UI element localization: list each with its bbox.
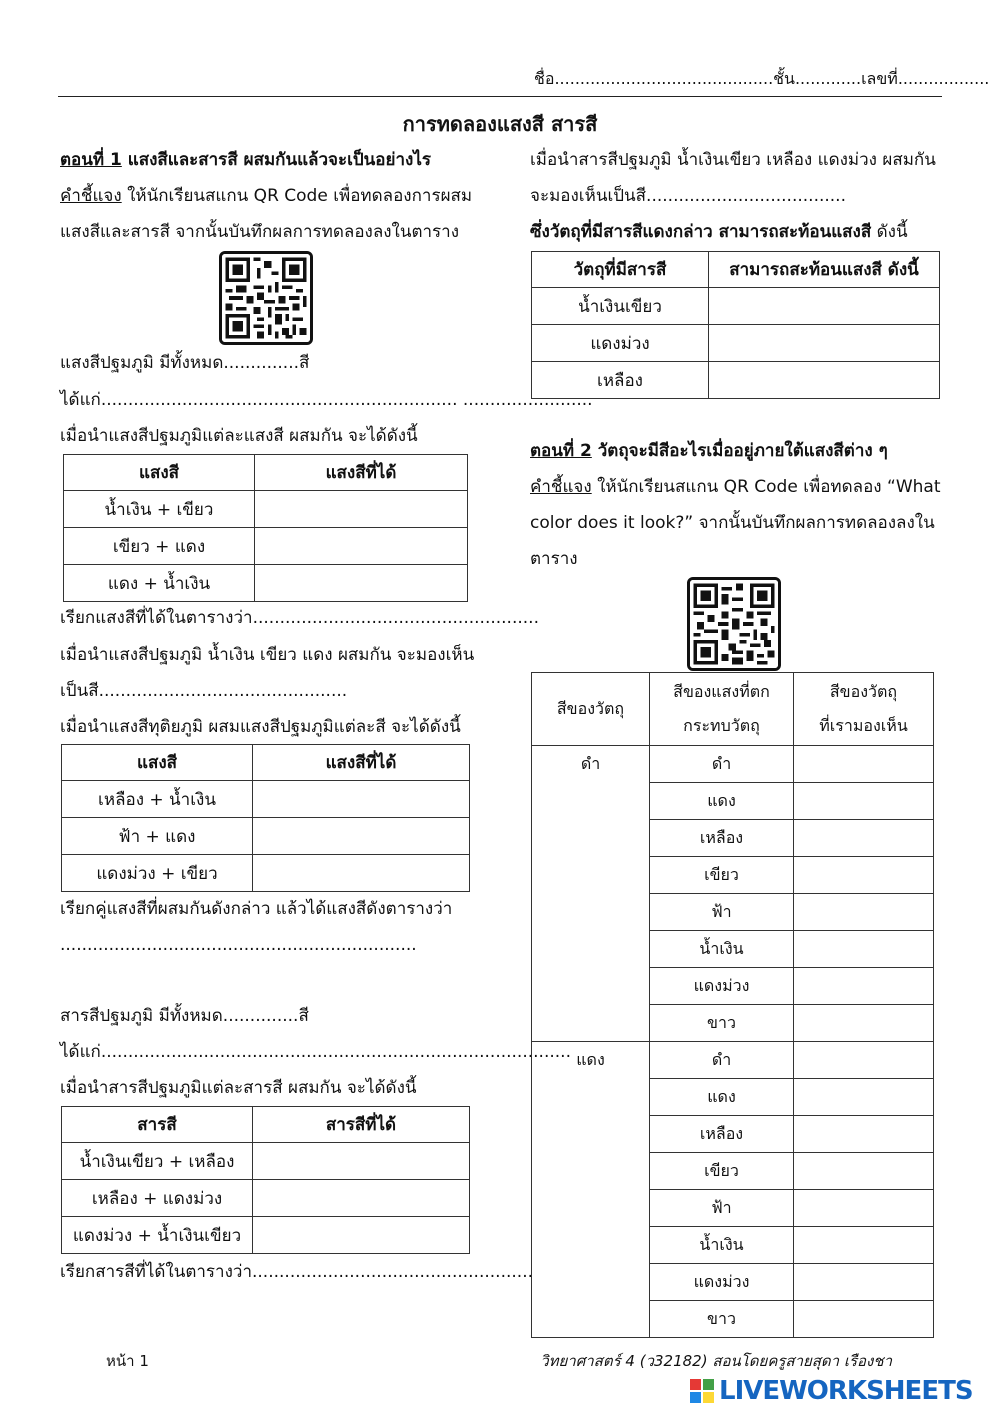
light-color-cell: น้ำเงิน	[650, 1227, 794, 1264]
light-primary-list: ได้แก่.................................................................. ........................	[60, 390, 593, 410]
table-header: แสงสี	[62, 745, 253, 781]
light-color-cell: ฟ้า	[650, 894, 794, 931]
answer-cell[interactable]	[794, 1005, 934, 1042]
table-header	[794, 673, 934, 746]
part1-instruction-line1	[60, 186, 472, 206]
reflect-heading-bold: ซึ่งวัตถุที่มีสารสีแดงกล่าว สามารถสะท้อนแสงสี	[530, 222, 872, 242]
answer-cell[interactable]	[255, 491, 468, 528]
answer-cell[interactable]	[253, 855, 470, 892]
light-mix-intro: เมื่อนำแสงสีปฐมภูมิแต่ละแสงสี ผสมกัน จะได้ดังนี้	[60, 426, 418, 446]
part2-instruction-line2: color does it look?” จากนั้นบันทึกผลการทดลองลงใน	[530, 513, 935, 533]
answer-cell[interactable]	[794, 1227, 934, 1264]
table-cell: น้ำเงิน + เขียว	[64, 491, 255, 528]
light-color-cell: แดงม่วง	[650, 968, 794, 1005]
part2-instr-text: ให้นักเรียนสแกน QR Code เพื่อทดลอง “What	[591, 477, 941, 497]
light-color-cell: แดง	[650, 1079, 794, 1116]
call-pair-name: เรียกคู่แสงสีที่ผสมกันดังกล่าว แล้วได้แสงสีดังตารางว่า	[60, 899, 453, 919]
answer-cell[interactable]	[709, 362, 940, 399]
liveworksheets-brand-text: LIVEWORKSHEETS	[719, 1376, 973, 1406]
course-credit: วิทยาศาสตร์ 4 (ว32182) สอนโดยครูสายสุดา เรืองชา	[540, 1352, 892, 1370]
logo-square	[690, 1392, 701, 1403]
light-primary-count: แสงสีปฐมภูมิ มีทั้งหมด..............สี	[60, 353, 310, 373]
answer-cell[interactable]	[794, 968, 934, 1005]
answer-cell[interactable]	[794, 1042, 934, 1079]
reflect-heading-tail: ดังนี้	[871, 222, 908, 242]
header-line: สีของแสงที่ตก	[673, 682, 770, 701]
table-header: สามารถสะท้อนแสงสี ดังนี้	[709, 252, 940, 288]
secondary-light-intro: เมื่อนำแสงสีทุติยภูมิ ผสมแสงสีปฐมภูมิแต่ละสี จะได้ดังนี้	[60, 717, 461, 737]
answer-cell[interactable]	[709, 325, 940, 362]
table-cell: เหลือง + แดงม่วง	[62, 1180, 253, 1217]
answer-cell[interactable]	[794, 894, 934, 931]
qr-code-part2[interactable]	[687, 577, 781, 671]
student-info-line: ชื่อ...........................................ชั้น.............เลขที่..................	[534, 69, 990, 88]
light-color-cell: ดำ	[650, 746, 794, 783]
answer-cell[interactable]	[253, 1217, 470, 1254]
answer-cell[interactable]	[253, 818, 470, 855]
answer-cell[interactable]	[253, 1143, 470, 1180]
call-light-name: เรียกแสงสีที่ได้ในตารางว่า.....................................................	[60, 608, 539, 628]
table-header: แสงสี	[64, 455, 255, 491]
pigment-mix-all-2: จะมองเห็นเป็นสี.....................................	[530, 186, 846, 206]
qr-code-part1[interactable]	[219, 251, 313, 345]
object-color-cell: ดำ	[532, 746, 650, 1042]
answer-cell[interactable]	[794, 820, 934, 857]
answer-cell[interactable]	[794, 1190, 934, 1227]
part2-instruction-line3: ตาราง	[530, 549, 578, 569]
header-line: สีของวัตถุ	[829, 682, 898, 701]
table-cell: แดงม่วง + เขียว	[62, 855, 253, 892]
answer-cell[interactable]	[255, 528, 468, 565]
part2-instr-label: คำชี้แจง	[530, 477, 592, 497]
part2-instruction-line1	[530, 477, 941, 497]
answer-cell[interactable]	[794, 1116, 934, 1153]
table-header: สารสี	[62, 1107, 253, 1143]
header-line: ที่เรามองเห็น	[819, 716, 908, 735]
part1-label: ตอนที่ 1	[60, 150, 122, 170]
answer-cell[interactable]	[794, 1301, 934, 1338]
call-pigment-name: เรียกสารสีที่ได้ในตารางว่า....................................................	[60, 1262, 533, 1282]
table-header: สีของวัตถุ	[532, 673, 650, 746]
table-header: แสงสีที่ได้	[253, 745, 470, 781]
answer-cell[interactable]	[253, 781, 470, 818]
reflect-table	[531, 251, 940, 399]
answer-cell[interactable]	[709, 288, 940, 325]
table-cell: แดงม่วง + น้ำเงินเขียว	[62, 1217, 253, 1254]
part2-title: วัตถุจะมีสีอะไรเมื่ออยู่ภายใต้แสงสีต่าง ๆ	[591, 441, 888, 461]
answer-cell[interactable]	[794, 1153, 934, 1190]
table-cell: เหลือง	[532, 362, 709, 399]
page-title: การทดลองแสงสี สารสี	[402, 112, 598, 136]
answer-cell[interactable]	[794, 746, 934, 783]
pigment-primary-count: สารสีปฐมภูมิ มีทั้งหมด..............สี	[60, 1006, 309, 1026]
light-color-cell: เขียว	[650, 1153, 794, 1190]
answer-cell[interactable]	[794, 931, 934, 968]
part1-instr-text: ให้นักเรียนสแกน QR Code เพื่อทดลองการผสม	[121, 186, 473, 206]
table-cell: แดงม่วง	[532, 325, 709, 362]
reflect-heading	[530, 222, 908, 242]
logo-square	[703, 1379, 714, 1390]
logo-square	[703, 1392, 714, 1403]
object-color-cell: แดง	[532, 1042, 650, 1338]
mix-all-light-1: เมื่อนำแสงสีปฐมภูมิ น้ำเงิน เขียว แดง ผสมกัน จะมองเห็น	[60, 645, 475, 665]
light-mix-table	[63, 454, 468, 602]
part2-label: ตอนที่ 2	[530, 441, 592, 461]
answer-cell[interactable]	[794, 783, 934, 820]
logo-square	[690, 1379, 701, 1390]
mix-all-light-2: เป็นสี..............................................	[60, 681, 348, 701]
table-cell: ฟ้า + แดง	[62, 818, 253, 855]
answer-cell[interactable]	[794, 1079, 934, 1116]
light-color-cell: ขาว	[650, 1301, 794, 1338]
light-color-cell: เขียว	[650, 857, 794, 894]
part1-title: แสงสีและสารสี ผสมกันแล้วจะเป็นอย่างไร	[121, 150, 431, 170]
pigment-mix-all-1: เมื่อนำสารสีปฐมภูมิ น้ำเงินเขียว เหลือง แดงม่วง ผสมกัน	[530, 150, 936, 170]
pigment-mix-intro: เมื่อนำสารสีปฐมภูมิแต่ละสารสี ผสมกัน จะได้ดังนี้	[60, 1078, 417, 1098]
object-color-table	[531, 672, 934, 1338]
light-color-cell: แดงม่วง	[650, 1264, 794, 1301]
header-divider	[58, 96, 942, 97]
qr-code-icon	[222, 254, 310, 342]
table-cell: เขียว + แดง	[64, 528, 255, 565]
secondary-light-table	[61, 744, 470, 892]
table-cell: เหลือง + น้ำเงิน	[62, 781, 253, 818]
light-color-cell: แดง	[650, 783, 794, 820]
call-pair-line: ..................................................................	[60, 935, 417, 955]
table-header: สารสีที่ได้	[253, 1107, 470, 1143]
table-header: แสงสีที่ได้	[255, 455, 468, 491]
light-color-cell: เหลือง	[650, 1116, 794, 1153]
liveworksheets-logo[interactable]	[690, 1375, 973, 1407]
page-number: หน้า 1	[106, 1352, 149, 1370]
answer-cell[interactable]	[253, 1180, 470, 1217]
light-color-cell: ฟ้า	[650, 1190, 794, 1227]
light-color-cell: ขาว	[650, 1005, 794, 1042]
part1-heading	[60, 150, 431, 170]
qr-code-icon	[690, 580, 778, 668]
answer-cell[interactable]	[794, 1264, 934, 1301]
answer-cell[interactable]	[794, 857, 934, 894]
pigment-primary-list: ได้แก่.......................................................................................	[60, 1042, 571, 1062]
table-cell: น้ำเงินเขียว + เหลือง	[62, 1143, 253, 1180]
header-line: กระทบวัตถุ	[683, 716, 760, 735]
pigment-mix-table	[61, 1106, 470, 1254]
table-cell: น้ำเงินเขียว	[532, 288, 709, 325]
part1-instr-label: คำชี้แจง	[60, 186, 122, 206]
part2-heading	[530, 441, 888, 461]
light-color-cell: เหลือง	[650, 820, 794, 857]
liveworksheets-logo-icon	[690, 1379, 714, 1403]
light-color-cell: ดำ	[650, 1042, 794, 1079]
table-header	[650, 673, 794, 746]
table-header: วัตถุที่มีสารสี	[532, 252, 709, 288]
light-color-cell: น้ำเงิน	[650, 931, 794, 968]
part1-instruction-line2: แสงสีและสารสี จากนั้นบันทึกผลการทดลองลงในตาราง	[60, 222, 460, 242]
answer-cell[interactable]	[255, 565, 468, 602]
table-cell: แดง + น้ำเงิน	[64, 565, 255, 602]
